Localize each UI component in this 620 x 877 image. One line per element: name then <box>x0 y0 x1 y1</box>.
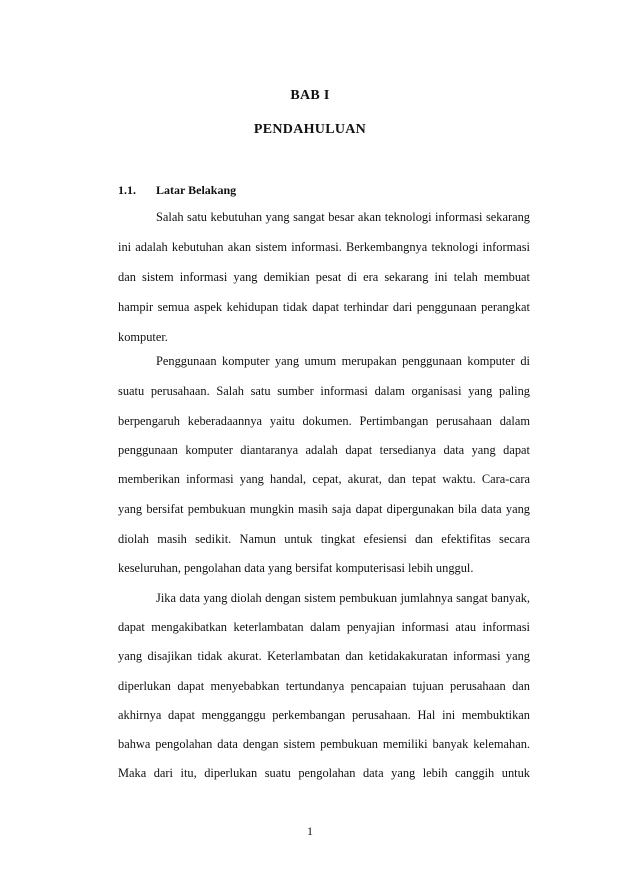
section-number: 1.1. <box>118 183 136 197</box>
paragraph-line: komputer. <box>118 330 168 344</box>
paragraph-line: keseluruhan, pengolahan data yang bersifat komputerisasi lebih unggul. <box>118 561 474 575</box>
paragraph-line: yang disajikan tidak akurat. Keterlambatan dan ketidakakuratan informasi yang <box>118 649 530 663</box>
paragraph-line: penggunaan komputer diantaranya adalah dapat tersedianya data yang dapat <box>118 443 530 457</box>
paragraph-line: berpengaruh keberadaannya yaitu dokumen. Pertimbangan perusahaan dalam <box>118 414 530 428</box>
page-number: 1 <box>307 824 313 838</box>
paragraph-line: akhirnya dapat mengganggu perkembangan perusahaan. Hal ini membuktikan <box>118 708 530 722</box>
section-title: Latar Belakang <box>156 183 237 197</box>
paragraph-line: Penggunaan komputer yang umum merupakan penggunaan komputer di <box>156 354 530 368</box>
paragraph-line: diolah masih sedikit. Namun untuk tingkat efesiensi dan efektifitas secara <box>118 532 530 546</box>
paragraph-line: dan sistem informasi yang demikian pesat di era sekarang ini telah membuat <box>118 270 530 284</box>
paragraph-line: ini adalah kebutuhan akan sistem informasi. Berkembangnya teknologi informasi <box>118 240 530 254</box>
paragraph-line: memberikan informasi yang handal, cepat, akurat, dan tepat waktu. Cara-cara <box>118 472 530 486</box>
paragraph-line: Maka dari itu, diperlukan suatu pengolahan data yang lebih canggih untuk <box>118 766 530 780</box>
paragraph-line: diperlukan dapat menyebabkan tertundanya pencapaian tujuan perusahaan dan <box>118 679 530 693</box>
chapter-number: BAB I <box>290 88 330 103</box>
paragraph-line: Jika data yang diolah dengan sistem pembukuan jumlahnya sangat banyak, <box>156 591 530 605</box>
section-heading <box>118 183 236 198</box>
paragraph-line: hampir semua aspek kehidupan tidak dapat terhindar dari penggunaan perangkat <box>118 300 530 314</box>
paragraph-line: Salah satu kebutuhan yang sangat besar akan teknologi informasi sekarang <box>156 210 530 224</box>
paragraph-line: yang bersifat pembukuan mungkin masih saja dapat dipergunakan bila data yang <box>118 502 530 516</box>
chapter-title: PENDAHULUAN <box>253 122 367 137</box>
paragraph-line: dapat mengakibatkan keterlambatan dalam penyajian informasi atau informasi <box>118 620 530 634</box>
paragraph-line: suatu perusahaan. Salah satu sumber informasi dalam organisasi yang paling <box>118 384 530 398</box>
paragraph-line: bahwa pengolahan data dengan sistem pembukuan memiliki banyak kelemahan. <box>118 737 530 751</box>
